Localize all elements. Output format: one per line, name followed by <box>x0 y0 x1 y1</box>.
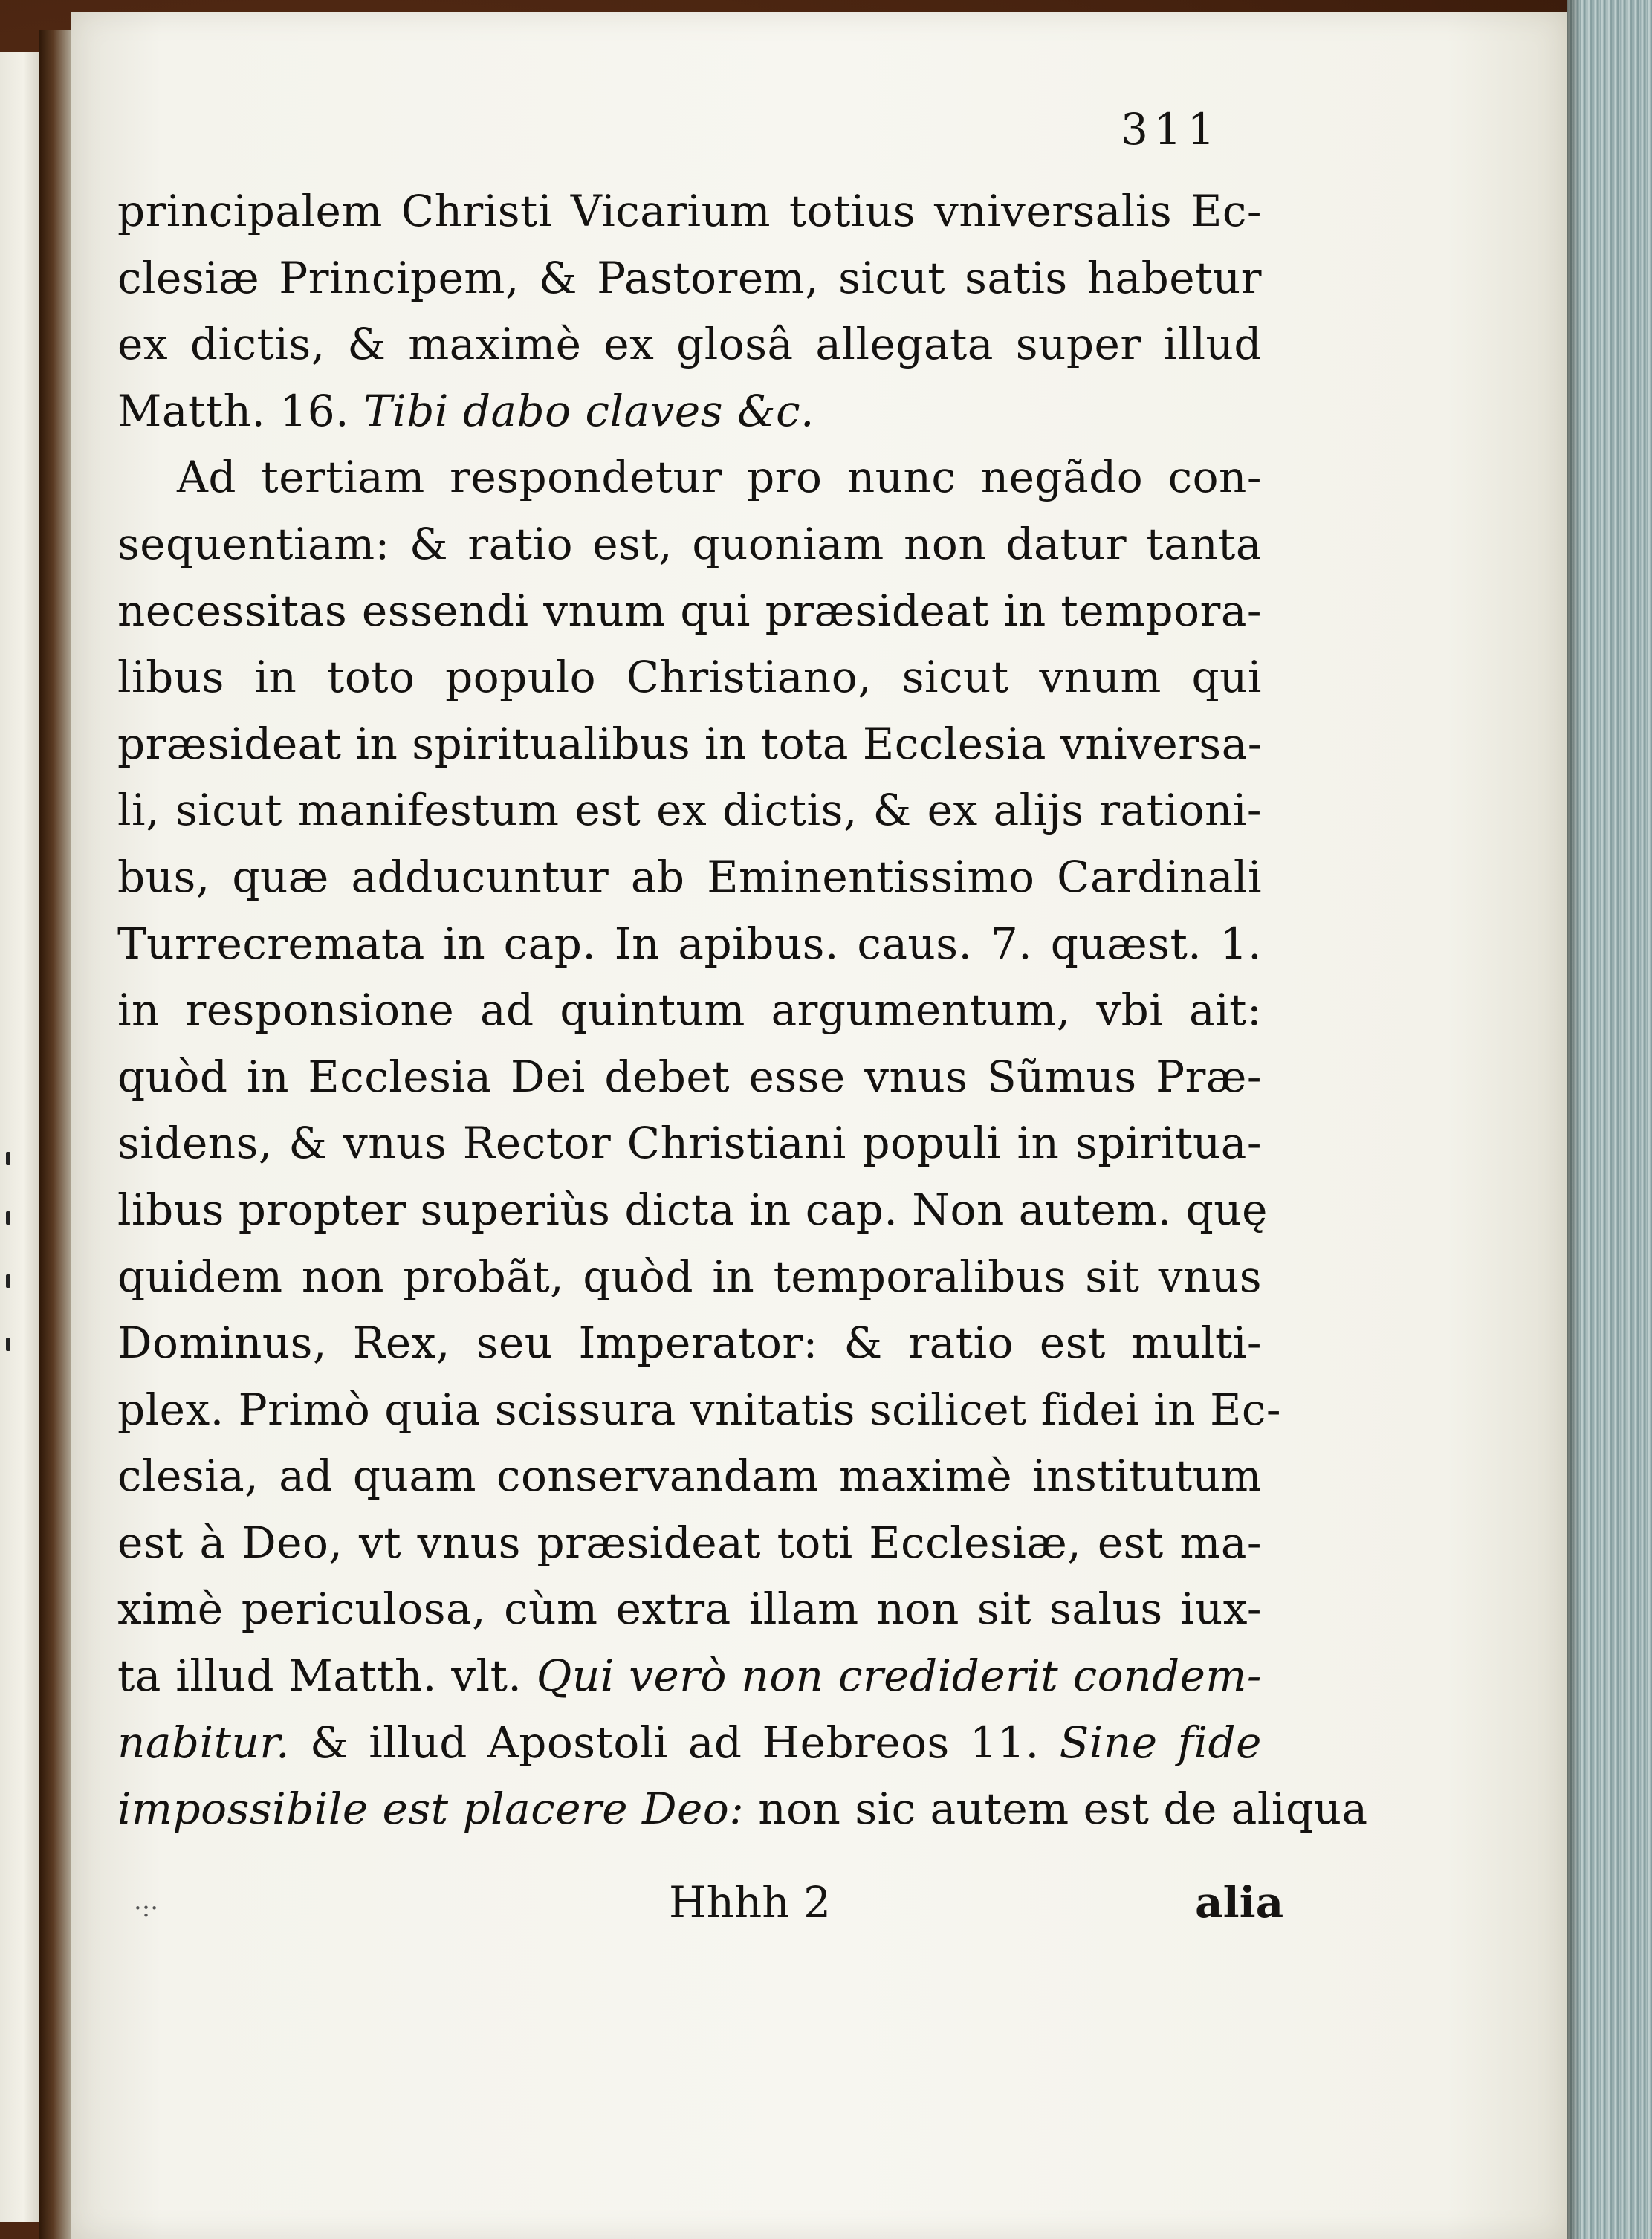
ink-mark <box>6 1211 10 1225</box>
text-line: libus in toto populo Christiano, sicut vnum qui <box>117 652 1262 703</box>
text-line: Dominus, Rex, seu Imperator: & ratio est multi- <box>117 1318 1262 1369</box>
text-line: sidens, & vnus Rector Christiani populi in spiritua- <box>117 1118 1262 1169</box>
book-gutter <box>39 30 74 2239</box>
text-line: ta illud Matth. vlt. Qui verò non crediderit condem- <box>117 1650 1262 1702</box>
page-block-shadow <box>1567 0 1581 2239</box>
text-line: principalem Christi Vicarium totius vniversalis Ec- <box>117 186 1262 236</box>
text-line: ex dictis, & maximè ex glosâ allegata super illud <box>117 319 1262 370</box>
paragraph-start-line: Ad tertiam respondetur pro nunc negãdo con- <box>177 452 1262 503</box>
text-line: clesiæ Principem, & Pastorem, sicut satis habetur <box>117 252 1262 303</box>
page-number: 311 <box>1121 104 1221 155</box>
text-line: plex. Primò quia scissura vnitatis scilicet fidei in Ec- <box>117 1384 1281 1435</box>
ink-mark <box>6 1274 10 1288</box>
signature-mark: Hhhh 2 <box>669 1877 831 1928</box>
text-line: li, sicut manifestum est ex dictis, & ex alijs rationi- <box>117 785 1262 836</box>
ink-mark <box>6 1338 10 1351</box>
text-line: ximè periculosa, cùm extra illam non sit salus iux- <box>117 1584 1262 1635</box>
stray-ink-mark: ·:· <box>134 1893 159 1923</box>
text-line: quòd in Ecclesia Dei debet esse vnus Sũmus Præ- <box>117 1051 1262 1102</box>
ink-mark <box>6 1152 10 1165</box>
text-line: Matth. 16. Tibi dabo claves &c. <box>117 385 814 436</box>
text-line: sequentiam: & ratio est, quoniam non datur tanta <box>117 518 1262 569</box>
body-text <box>117 178 1368 1843</box>
text-line: impossibile est placere Deo: non sic autem est de aliqua <box>117 1783 1368 1835</box>
text-line: clesia, ad quam conservandam maximè institutum <box>117 1451 1262 1502</box>
text-line: libus propter superiùs dicta in cap. Non autem. quę <box>117 1184 1268 1235</box>
text-line: in responsione ad quintum argumentum, vbi ait: <box>117 985 1262 1036</box>
text-line: bus, quæ adducuntur ab Eminentissimo Cardinali <box>117 851 1262 902</box>
text-line: Turrecremata in cap. In apibus. caus. 7. quæst. 1. <box>117 918 1262 969</box>
text-line: est à Deo, vt vnus præsideat toti Ecclesiæ, est ma- <box>117 1517 1262 1568</box>
text-line: necessitas essendi vnum qui præsideat in tempora- <box>117 585 1262 636</box>
text-line: quidem non probãt, quòd in temporalibus sit vnus <box>117 1251 1262 1302</box>
previous-page-edge <box>0 52 41 2222</box>
text-line: præsideat in spiritualibus in tota Ecclesia vniversa- <box>117 718 1263 769</box>
text-line: nabitur. & illud Apostoli ad Hebreos 11. Sine fide <box>117 1717 1262 1768</box>
catchword: alia <box>1195 1877 1284 1928</box>
